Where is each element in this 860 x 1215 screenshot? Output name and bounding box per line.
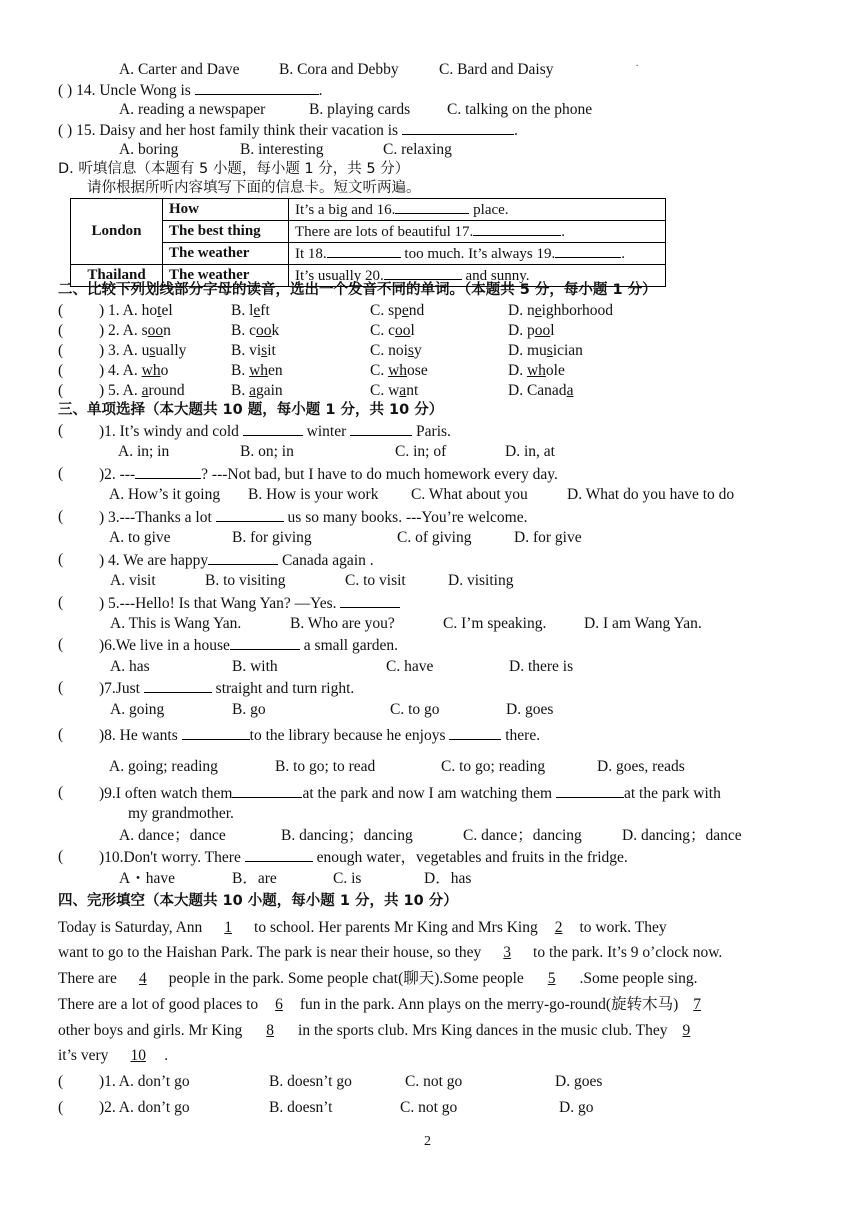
s3-q4-stem: ) 4. We are happy Canada again . bbox=[99, 552, 374, 569]
s2-bracket-5: ( bbox=[58, 382, 64, 399]
s3-q5-stem: ) 5.---Hello! Is that Wang Yan? —Yes. bbox=[99, 593, 400, 614]
s3-bracket-4: ( bbox=[58, 551, 64, 568]
s4-q1-stem: )1. A. don’t go bbox=[99, 1073, 190, 1090]
s3-q7-opt-a: A. going bbox=[110, 701, 165, 718]
s3-q6-opt-b: B. with bbox=[232, 658, 278, 675]
s3-q9-continuation: my grandmother. bbox=[128, 805, 234, 822]
s3-q4-opt-a: A. visit bbox=[110, 572, 156, 589]
s3-q7-opt-b: B. go bbox=[232, 701, 266, 718]
cloze-line-6: it’s very 10 . bbox=[58, 1047, 169, 1064]
s2-item-5-b: B. again bbox=[231, 382, 283, 399]
s3-q9-opt-b: B. dancing；dancing bbox=[281, 827, 413, 844]
cloze-line-1: Today is Saturday, Ann 1 to school. Her parents Mr King and Mrs King 2 to work. They bbox=[58, 919, 667, 936]
q14-option-a: A. reading a newspaper bbox=[119, 101, 266, 118]
s2-item-5-d: D. Canada bbox=[508, 382, 574, 399]
s3-q2-opt-c: C. What about you bbox=[411, 486, 528, 503]
s3-q8-opt-a: A. going; reading bbox=[109, 758, 218, 775]
s3-q5-opt-d: D. I am Wang Yan. bbox=[584, 615, 702, 632]
s3-bracket-3: ( bbox=[58, 508, 64, 525]
city-london: London bbox=[71, 199, 163, 265]
s3-q1-opt-a: A. in; in bbox=[118, 443, 170, 460]
s3-bracket-6: ( bbox=[58, 636, 64, 653]
s3-bracket-8: ( bbox=[58, 726, 64, 743]
cloze-line-4: There are a lot of good places to 6 fun in the park. Ann plays on the merry-go-round(旋转木马) 7 bbox=[58, 996, 702, 1013]
s3-q6-opt-a: A. has bbox=[110, 658, 150, 675]
s3-q1-opt-b: B. on; in bbox=[240, 443, 294, 460]
s3-q6-stem: )6.We live in a house a small garden. bbox=[99, 637, 399, 654]
row-value-20: It’s usually 20. and sunny. bbox=[289, 265, 666, 287]
s4-q2-opt-b: B. doesn’t bbox=[269, 1099, 333, 1116]
s2-item-1-b: B. left bbox=[231, 302, 270, 319]
s3-q2-stem: )2. --- ? ---Not bad, but I have to do much homework every day. bbox=[99, 466, 558, 483]
s3-q1-opt-c: C. in; of bbox=[395, 443, 447, 460]
s2-item-3-d: D. musician bbox=[508, 342, 583, 359]
row-value-16: It’s a big and 16. place. bbox=[289, 199, 666, 221]
s3-bracket-9: ( bbox=[58, 784, 64, 801]
s3-q7-opt-c: C. to go bbox=[390, 701, 440, 718]
s3-q4-opt-d: D. visiting bbox=[448, 572, 514, 589]
s4-q1-opt-c: C. not go bbox=[405, 1073, 463, 1090]
row-key-weather-thailand: The weather bbox=[163, 265, 289, 287]
section3-title: 三、单项选择（本大题共 10 题，每小题 1 分，共 10 分） bbox=[58, 402, 444, 418]
s2-item-4: ) 4. A. who bbox=[99, 362, 169, 379]
s3-q3-stem: ) 3.---Thanks a lot us so many books. ---You’re welcome. bbox=[99, 509, 528, 526]
section2-title: 二、比较下列划线部分字母的读音，选出一个发音不同的单词。（本题共 5 分，每小题 1 分） bbox=[58, 282, 657, 298]
row-key-best-thing: The best thing bbox=[163, 221, 289, 243]
s3-bracket-2: ( bbox=[58, 465, 64, 482]
s3-q3-opt-c: C. of giving bbox=[397, 529, 472, 546]
s2-bracket-2: ( bbox=[58, 322, 64, 339]
q15-stem: ( ) 15. Daisy and her host family think their vacation is . bbox=[58, 122, 518, 139]
s3-q2-opt-d: D. What do you have to do bbox=[567, 486, 735, 503]
q14-stem: ( ) 14. Uncle Wong is . bbox=[58, 82, 323, 99]
q14-option-b: B. playing cards bbox=[309, 101, 411, 118]
s2-item-5: ) 5. A. around bbox=[99, 382, 185, 399]
cloze-line-5: other boys and girls. Mr King 8 in the sports club. Mrs King dances in the music club. They 9 bbox=[58, 1022, 691, 1039]
info-card-table bbox=[70, 198, 666, 287]
q15-option-c: C. relaxing bbox=[383, 141, 452, 158]
s3-q3-opt-b: B. for giving bbox=[232, 529, 312, 546]
s2-item-1-c: C. spend bbox=[370, 302, 425, 319]
s3-q6-opt-d: D. there is bbox=[509, 658, 574, 675]
s3-q3-opt-a: A. to give bbox=[109, 529, 171, 546]
s2-item-3: ) 3. A. usually bbox=[99, 342, 187, 359]
city-thailand: Thailand bbox=[71, 265, 163, 287]
page-number: 2 bbox=[424, 1134, 431, 1149]
s3-q1-stem: )1. It’s windy and cold winter Paris. bbox=[99, 423, 451, 440]
s3-q5-opt-b: B. Who are you? bbox=[290, 615, 395, 632]
s2-bracket-4: ( bbox=[58, 362, 64, 379]
s3-q7-stem: )7.Just straight and turn right. bbox=[99, 680, 355, 697]
s2-item-1: ) 1. A. hotel bbox=[99, 302, 173, 319]
s3-q5-opt-c: C. I’m speaking. bbox=[443, 615, 547, 632]
s3-q10-opt-c: C. is bbox=[333, 870, 362, 887]
cloze-line-3: There are 4 people in the park. Some people chat(聊天).Some people 5 .Some people sing. bbox=[58, 970, 698, 987]
s2-item-4-b: B. when bbox=[231, 362, 283, 379]
s3-bracket-7: ( bbox=[58, 679, 64, 696]
s3-q8-opt-c: C. to go; reading bbox=[441, 758, 546, 775]
s3-q9-opt-c: C. dance；dancing bbox=[463, 827, 582, 844]
s3-bracket-5: ( bbox=[58, 594, 64, 611]
s3-q5-opt-a: A. This is Wang Yan. bbox=[110, 615, 242, 632]
s3-q8-opt-b: B. to go; to read bbox=[275, 758, 376, 775]
s3-q9-opt-d: D. dancing；dance bbox=[622, 827, 742, 844]
s3-bracket-10: ( bbox=[58, 848, 64, 865]
s4-q2-stem: )2. A. don’t go bbox=[99, 1099, 190, 1116]
q14-option-c: C. talking on the phone bbox=[447, 101, 593, 118]
s3-q9-stem: )9.I often watch them at the park and now I am watching them at the park with bbox=[99, 785, 721, 802]
s2-item-2: ) 2. A. soon bbox=[99, 322, 171, 339]
s2-item-3-b: B. visit bbox=[231, 342, 276, 359]
s3-q10-opt-b: B．are bbox=[232, 870, 277, 887]
s3-q10-opt-d: D．has bbox=[424, 870, 472, 887]
s3-q2-opt-b: B. How is your work bbox=[248, 486, 379, 503]
cloze-line-2: want to go to the Haishan Park. The park is near their house, so they 3 to the park. It’s 9 o’clock now. bbox=[58, 944, 723, 961]
s3-q6-opt-c: C. have bbox=[386, 658, 434, 675]
row-value-17: There are lots of beautiful 17. . bbox=[289, 221, 666, 243]
q15-option-a: A. boring bbox=[119, 141, 179, 158]
s2-item-2-b: B. cook bbox=[231, 322, 280, 339]
part-d-instruction: 请你根据所听内容填写下面的信息卡。短文听两遍。 bbox=[87, 180, 421, 196]
s4-bracket-1: ( bbox=[58, 1073, 64, 1090]
s2-bracket-3: ( bbox=[58, 342, 64, 359]
s2-item-5-c: C. want bbox=[370, 382, 419, 399]
s3-q8-stem: )8. He wants to the library because he enjoys there. bbox=[99, 727, 541, 744]
row-value-18-19: It 18. too much. It’s always 19. . bbox=[289, 243, 666, 265]
s3-q8-opt-d: D. goes, reads bbox=[597, 758, 685, 775]
q15-option-b: B. interesting bbox=[240, 141, 324, 158]
s3-q7-opt-d: D. goes bbox=[506, 701, 554, 718]
s4-q1-opt-b: B. doesn’t go bbox=[269, 1073, 352, 1090]
s2-bracket-1: ( bbox=[58, 302, 64, 319]
q13-option-b: B. Cora and Debby bbox=[279, 61, 399, 78]
s3-q4-opt-c: C. to visit bbox=[345, 572, 406, 589]
s3-q1-opt-d: D. in, at bbox=[505, 443, 555, 460]
q13-option-c: C. Bard and Daisy bbox=[439, 61, 554, 78]
section4-title: 四、完形填空（本大题共 10 小题，每小题 1 分，共 10 分） bbox=[58, 893, 458, 909]
s3-q10-opt-a: A・have bbox=[119, 870, 175, 887]
s4-bracket-2: ( bbox=[58, 1099, 64, 1116]
s2-item-1-d: D. neighborhood bbox=[508, 302, 614, 319]
s4-q2-opt-c: C. not go bbox=[400, 1099, 458, 1116]
row-key-weather-london: The weather bbox=[163, 243, 289, 265]
s4-q2-opt-d: D. go bbox=[559, 1099, 594, 1116]
s3-q10-stem: )10.Don't worry. There enough water，vegetables and fruits in the fridge. bbox=[99, 849, 628, 866]
s3-q4-opt-b: B. to visiting bbox=[205, 572, 286, 589]
s2-item-4-d: D. whole bbox=[508, 362, 565, 379]
s2-item-2-c: C. cool bbox=[370, 322, 415, 339]
s3-q2-opt-a: A. How’s it going bbox=[109, 486, 221, 503]
s2-item-4-c: C. whose bbox=[370, 362, 428, 379]
s2-item-3-c: C. noisy bbox=[370, 342, 422, 359]
s3-q9-opt-a: A. dance；dance bbox=[119, 827, 226, 844]
s3-bracket-1: ( bbox=[58, 422, 64, 439]
s3-q3-opt-d: D. for give bbox=[514, 529, 582, 546]
s2-item-2-d: D. pool bbox=[508, 322, 555, 339]
row-key-how: How bbox=[163, 199, 289, 221]
s4-q1-opt-d: D. goes bbox=[555, 1073, 603, 1090]
corner-mark: . bbox=[636, 58, 639, 68]
q13-option-a: A. Carter and Dave bbox=[119, 61, 240, 78]
part-d-title: D. 听填信息（本题有 5 小题，每小题 1 分，共 5 分） bbox=[58, 161, 410, 177]
